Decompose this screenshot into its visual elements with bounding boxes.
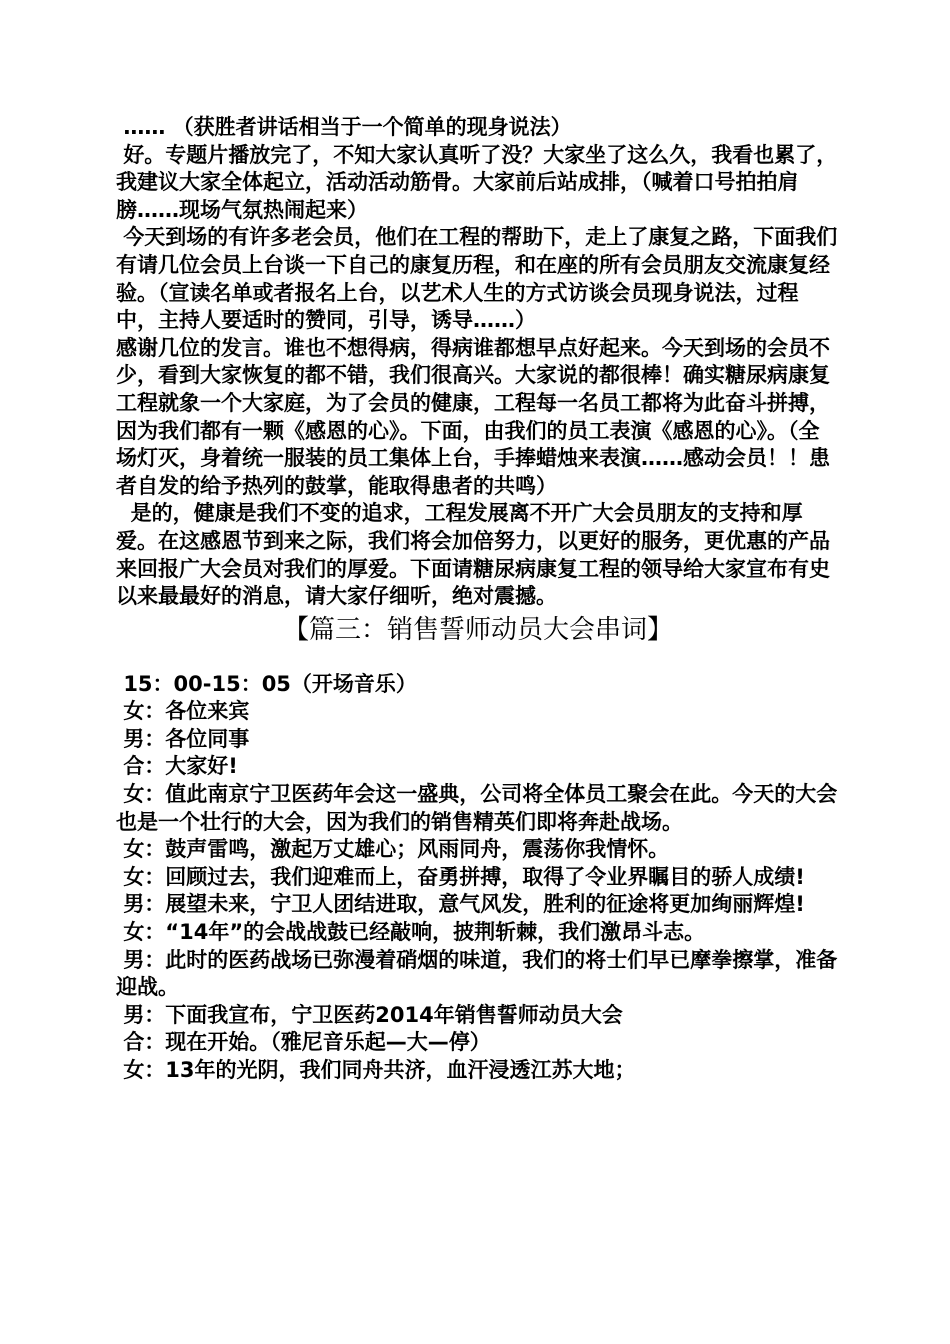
section-1: [116, 114, 840, 611]
spacer: [116, 661, 840, 671]
paragraph: 女：值此南京宁卫医药年会这一盛典，公司将全体员工聚会在此。今天的大会也是一个壮行的大会，因为我们的销售精英们即将奔赴战场。: [116, 782, 838, 834]
paragraph: 男：下面我宣布，宁卫医药2014年销售誓师动员大会: [116, 1002, 623, 1027]
paragraph: 女：回顾过去，我们迎难而上，奋勇拼搏，取得了令业界瞩目的骄人成绩!: [116, 864, 805, 889]
paragraph: 15：00-15：05（开场音乐）: [116, 671, 417, 696]
paragraph: 合：大家好!: [116, 754, 238, 779]
paragraph: 男：展望未来，宁卫人团结进取，意气风发，胜利的征途将更加绚丽辉煌!: [116, 892, 805, 917]
paragraph: 女：各位来宾: [116, 699, 250, 724]
paragraph: 感谢几位的发言。谁也不想得病，得病谁都想早点好起来。今天到场的会员不少，看到大家恢复的都不错，我们很高兴。大家说的都很棒！确实糖尿病康复工程就象一个大家庭，为了会员的健康，工程每一名员工都将为此奋斗拼搏，因为我们都有一颗《感恩的心》。下面，由我们的员工表演《感恩的心》。（全场灯灭，身着统一服装的员工集体上台，手捧蜡烛来表演……感动会员！！患者自发的给予热列的鼓掌，能取得患者的共鸣）: [116, 335, 830, 498]
paragraph: 女：鼓声雷鸣，激起万丈雄心；风雨同舟，震荡你我情怀。: [116, 837, 670, 862]
paragraph: 男：此时的医药战场已弥漫着硝烟的味道，我们的将士们早已摩拳擦掌，准备迎战。: [116, 947, 838, 1000]
paragraph: 男：各位同事: [116, 726, 250, 751]
paragraph: 女：13年的光阴，我们同舟共济，血汗浸透江苏大地；: [116, 1058, 636, 1082]
section-heading: 【篇三：销售誓师动员大会串词】: [282, 614, 673, 645]
paragraph: 合：现在开始。（雅尼音乐起—大—停）: [116, 1030, 491, 1055]
paragraph: 好。专题片播放完了，不知大家认真听了没？大家坐了这么久，我看也累了，我建议大家全体起立，活动活动筋骨。大家前后站成排，（喊着口号拍拍肩膀……现场气氛热闹起来）: [116, 142, 838, 222]
paragraph: 女：“14年”的会战战鼓已经敲响，披荆斩棘，我们激昂斗志。: [116, 920, 706, 945]
paragraph: 是的，健康是我们不变的追求，工程发展离不开广大会员朋友的支持和厚爱。在这感恩节到来之际，我们将会加倍努力，以更好的服务，更优惠的产品来回报广大会员对我们的厚爱。下面请糖尿病康复工程的领导给大家宣布有史以来最最好的消息，请大家仔细听，绝对震撼。: [116, 501, 830, 609]
section-2: [116, 671, 840, 1085]
paragraph: …… （获胜者讲话相当于一个简单的现身说法）: [116, 115, 572, 139]
document-page: [116, 114, 840, 1085]
paragraph: 今天到场的有许多老会员，他们在工程的帮助下，走上了康复之路，下面我们有请几位会员上台谈一下自己的康复历程，和在座的所有会员朋友交流康复经验。（宣读名单或者报名上台，以艺术人生的方式访谈会员现身说法，过程中，主持人要适时的赞同，引导，诱导……）: [116, 225, 838, 333]
